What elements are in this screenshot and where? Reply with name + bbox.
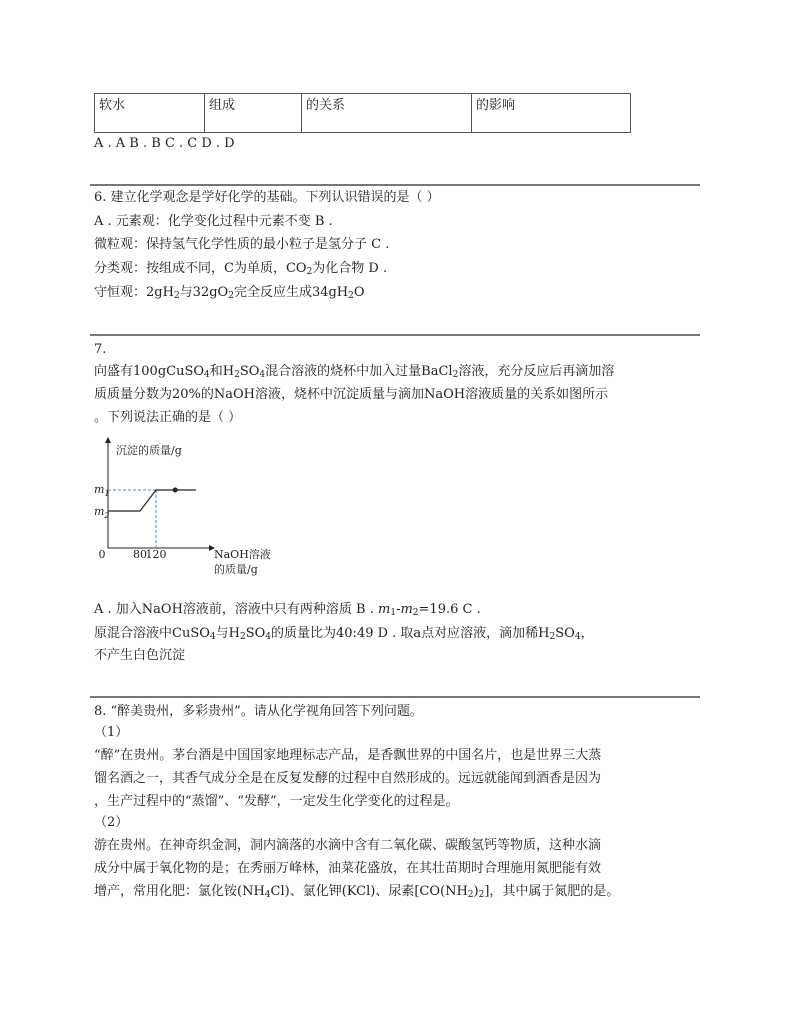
question-8-text-line: 馏名酒之一，其香气成分全是在反复发酵的过程中自然形成的。远远就能闻到酒香是因为 <box>94 771 602 786</box>
question-8-text-line: 成分中属于氧化物的是；在秀丽万峰林，油菜花盛放，在其壮苗期时合理施用氮肥能有效 <box>94 861 602 876</box>
question-6-stem: 6. 建立化学观念是学好化学的基础。下列认识错误的是（ ） <box>94 190 440 205</box>
table-row <box>95 94 631 133</box>
x-axis-label: 的质量/g <box>214 563 258 576</box>
table-cell: 的关系 <box>302 94 472 133</box>
answer-table <box>94 93 631 133</box>
question-7-stem-line: 。下列说法正确的是（ ） <box>94 410 242 425</box>
y-tick-label-m1: $m_1$ <box>94 483 110 498</box>
x-axis-label: NaOH溶液 <box>214 548 271 561</box>
question-7-options-line: 原混合溶液中CuSO$_4$与$H_2SO_4$的质量比为40:49 D . 取a点对应溶液，滴加稀$H_2SO_4$， <box>94 626 594 642</box>
divider <box>90 334 700 336</box>
question-8-part-label: （2） <box>94 815 129 830</box>
question-7-stem-line: 质质量分数为20%的NaOH溶液，烧杯中沉淀质量与滴加NaOH溶液质量的关系如图所示 <box>94 387 609 402</box>
question-6-option-line: A . 元素观：化学变化过程中元素不变 B . <box>94 214 333 229</box>
precipitate-mass-chart <box>94 432 294 582</box>
series-line <box>108 490 196 511</box>
question-7-number: 7. <box>94 342 107 357</box>
question-6-option-line: 守恒观：$2gH_2$与$32gO_2$完全反应生成$34gH_2O$ <box>94 285 365 301</box>
table-cell: 软水 <box>95 94 205 133</box>
y-tick-label-m2: $m_2$ <box>94 505 110 520</box>
x-tick-label: 120 <box>145 548 167 561</box>
question-6-option-line: 分类观：按组成不同，C为单质，$CO_2$为化合物 D . <box>94 261 388 277</box>
table-cell: 的影响 <box>472 94 631 133</box>
question-8-text-line: “醉”在贵州。茅台酒是中国国家地理标志产品，是香飘世界的中国名片，也是世界三大蒸 <box>94 748 602 763</box>
question-6-option-line: 微粒观：保持氢气化学性质的最小粒子是氢分子 C . <box>94 237 390 252</box>
divider <box>90 696 700 698</box>
question-7-options-line: A . 加入NaOH溶液前，溶液中只有两种溶质 B . $m_1-m_2=19.6$ C . <box>94 602 481 618</box>
question-8-part-label: （1） <box>94 725 129 740</box>
question-7-stem-line: 向盛有100gCuSO$_4$和$H_2SO_4$混合溶液的烧杯中加入过量BaCl$_2$溶液，充分反应后再滴加溶 <box>94 364 615 380</box>
x-tick-label: 80 <box>133 548 147 561</box>
question-8-stem: 8. “醉美贵州，多彩贵州”。请从化学视角回答下列问题。 <box>94 704 423 719</box>
table-cell: 组成 <box>205 94 302 133</box>
divider <box>90 184 700 186</box>
question-8-text-line: 增产，常用化肥：氯化铵$(NH_4Cl)$、氯化钾(KCl)、尿素$[CO(NH_2)_2]$，其中属于氮肥的是。 <box>94 884 620 900</box>
origin-label: 0 <box>98 548 106 561</box>
y-axis-label: 沉淀的质量/g <box>116 444 182 457</box>
question-5-options: A . A B . B C . C D . D <box>94 136 235 151</box>
question-7-options-line: 不产生白色沉淀 <box>94 648 186 663</box>
question-8-text-line: 游在贵州。在神奇织金洞，洞内滴落的水滴中含有二氧化碳、碳酸氢钙等物质，这种水滴 <box>94 838 602 853</box>
data-point <box>173 488 178 493</box>
question-8-text-line: ，生产过程中的“蒸馏”、“发酵”，一定发生化学变化的过程是。 <box>94 794 459 809</box>
